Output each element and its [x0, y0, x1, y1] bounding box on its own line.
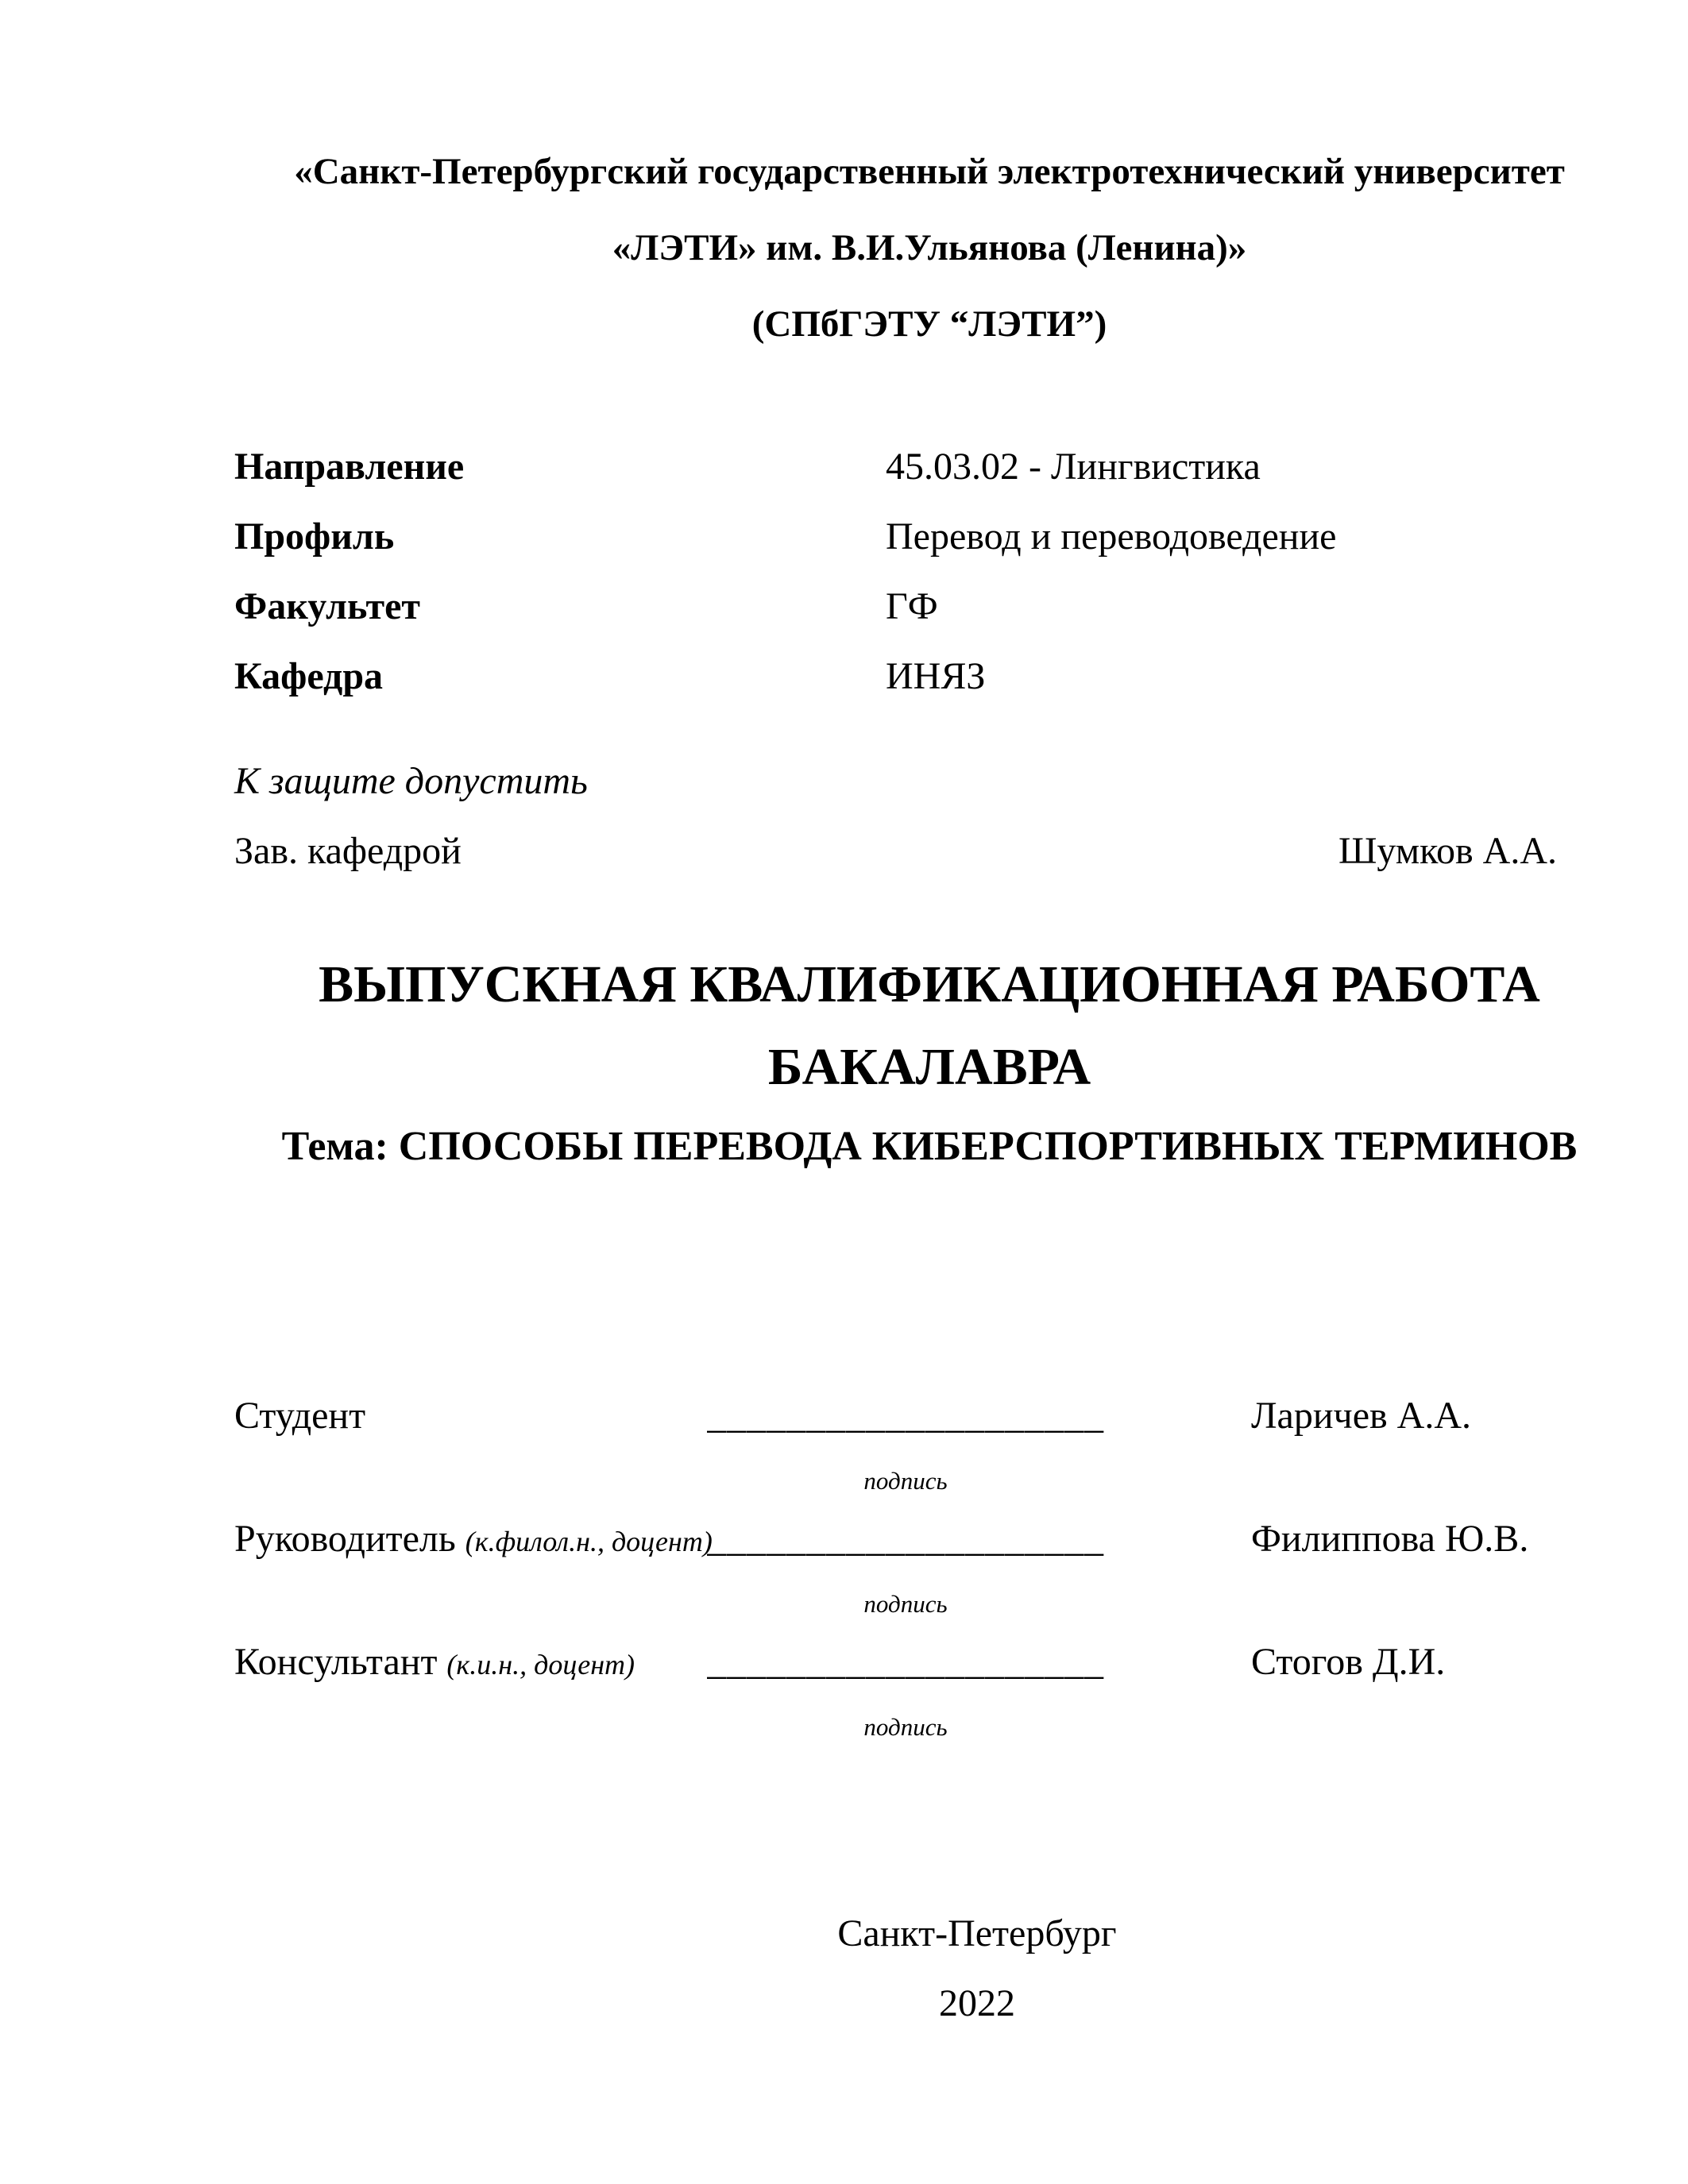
- footer-year: 2022: [939, 1982, 1015, 2024]
- field-value-faculty: ГФ: [886, 585, 938, 627]
- field-value-direction: 45.03.02 - Лингвистика: [886, 446, 1261, 488]
- signatory-name-student: Ларичев А.А.: [1251, 1395, 1471, 1437]
- signature-caption-row: [234, 1465, 1624, 1497]
- thesis-theme: Тема: СПОСОБЫ ПЕРЕВОДА КИБЕРСПОРТИВНЫХ ТЕРМИНОВ: [281, 1124, 1578, 1169]
- signature-caption-row: [234, 1588, 1624, 1620]
- signature-line: ____________________: [707, 1641, 1104, 1683]
- signature-caption-row: [234, 1711, 1624, 1743]
- signature-role-label: Студент: [234, 1395, 366, 1437]
- university-abbreviation: (СПбГЭТУ “ЛЭТИ”): [751, 303, 1107, 345]
- signature-qualification: (к.филол.н., доцент): [465, 1526, 713, 1557]
- department-head-label: Зав. кафедрой: [234, 830, 462, 872]
- signature-role-label: Консультант: [234, 1641, 438, 1683]
- signature-qualification: (к.и.н., доцент): [446, 1649, 635, 1680]
- signature-role-student: [234, 1390, 707, 1445]
- thesis-title-block: [234, 943, 1624, 1185]
- field-value-profile: Перевод и переводоведение: [886, 515, 1337, 558]
- admission-block: [234, 747, 1624, 886]
- signature-row-supervisor: [234, 1513, 1624, 1620]
- field-row-faculty: [234, 572, 1624, 642]
- department-head-row: [234, 816, 1624, 886]
- signature-line: ____________________: [707, 1395, 1104, 1437]
- university-name-line-1: «Санкт-Петербургский государственный электротехнический университет: [294, 151, 1565, 192]
- signatory-name-consultant: Стогов Д.И.: [1251, 1641, 1446, 1683]
- field-row-direction: [234, 432, 1624, 502]
- footer-city: Санкт-Петербург: [837, 1912, 1117, 1954]
- signatory-name-supervisor: Филиппова Ю.В.: [1251, 1518, 1529, 1560]
- field-row-department: [234, 642, 1624, 712]
- field-label-department: Кафедра: [234, 655, 384, 697]
- signature-main-student: [234, 1390, 1624, 1445]
- signature-main-consultant: [234, 1636, 1624, 1691]
- signature-caption: подпись: [863, 1590, 948, 1618]
- signature-line: ____________________: [707, 1518, 1104, 1560]
- department-head-name: Шумков А.А.: [1338, 830, 1557, 872]
- signature-caption: подпись: [863, 1467, 948, 1495]
- university-name-line-2: «ЛЭТИ» им. В.И.Ульянова (Ленина)»: [612, 227, 1247, 268]
- field-value-department: ИНЯЗ: [886, 655, 986, 697]
- field-label-faculty: Факультет: [234, 585, 420, 627]
- signature-caption: подпись: [863, 1713, 948, 1741]
- field-row-profile: [234, 502, 1624, 572]
- thesis-title-line-1: ВЫПУСКНАЯ КВАЛИФИКАЦИОННАЯ РАБОТА: [319, 955, 1540, 1013]
- signature-row-consultant: [234, 1636, 1624, 1743]
- signature-role-consultant: [234, 1636, 707, 1691]
- program-fields: [234, 432, 1624, 712]
- signature-role-label: Руководитель: [234, 1518, 456, 1560]
- field-label-profile: Профиль: [234, 515, 395, 558]
- thesis-title-line-2: БАКАЛАВРА: [767, 1038, 1091, 1096]
- field-label-direction: Направление: [234, 446, 465, 488]
- admission-note: К защите допустить: [234, 760, 588, 802]
- signature-role-supervisor: [234, 1513, 713, 1568]
- signature-row-student: [234, 1390, 1624, 1497]
- signatures-block: [234, 1390, 1624, 1743]
- footer-block: [234, 1899, 1624, 2039]
- signature-main-supervisor: [234, 1513, 1624, 1568]
- university-header: [234, 133, 1624, 362]
